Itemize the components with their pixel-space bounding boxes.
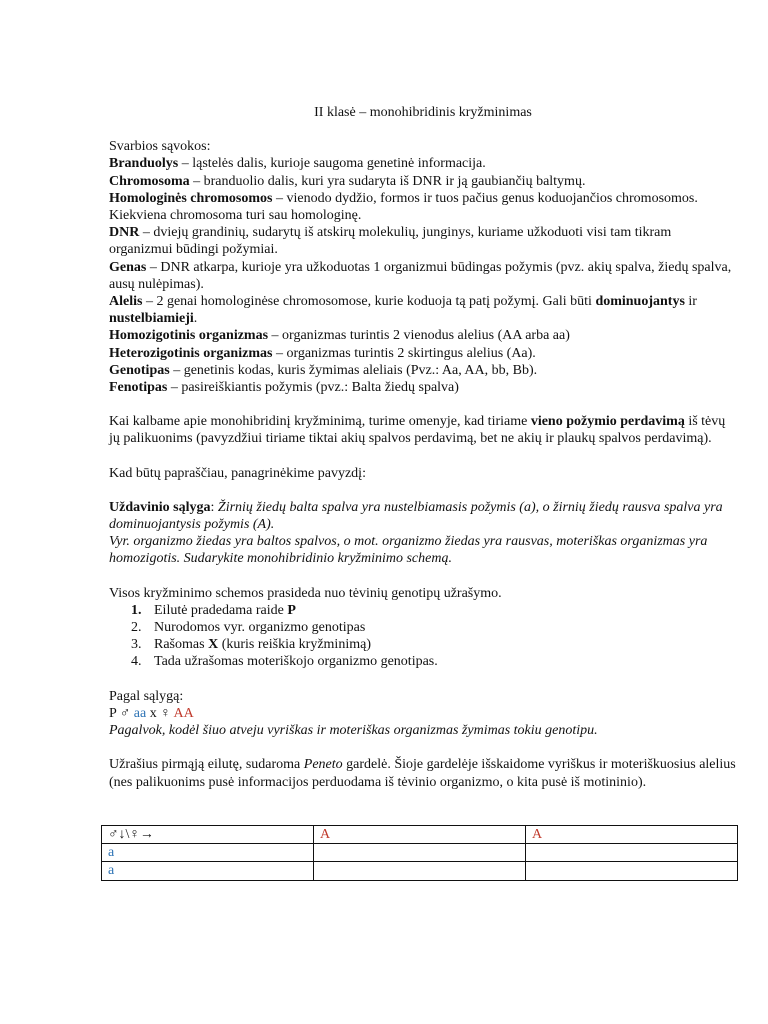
offspring-cell[interactable] xyxy=(526,844,738,862)
term: Chromosoma xyxy=(109,173,190,189)
term: Alelis xyxy=(109,294,143,310)
problem-statement: Uždavinio sąlyga: Žirnių žiedų balta spalva yra nustelbiamasis požymis (a), o žirnių žiedų rausva spalva yra dominuojantysis požymis (A). xyxy=(109,499,723,533)
document-body xyxy=(109,104,737,791)
term: Fenotipas xyxy=(109,380,168,396)
definition-alelis: Alelis – 2 genai homologinėse chromosomose, kurie koduoja tą patį požymį. Gali būti dominuojantys ir nustelbiamieji. xyxy=(109,294,697,327)
term: Homozigotinis organizmas xyxy=(109,328,269,344)
punnett-square xyxy=(101,825,738,881)
definition-heterozigotinis: Heterozigotinis organizmas – organizmas turintis 2 skirtingus alelius (Aa). xyxy=(109,345,536,361)
page-title: II klasė – monohibridinis kryžminimas xyxy=(314,105,532,120)
offspring-cell[interactable] xyxy=(314,844,526,862)
question: Pagalvok, kodėl šiuo atveju vyriškas ir moteriškas organizmas žymimas tokiu genotipu. xyxy=(109,723,598,739)
steps-list xyxy=(109,602,737,671)
concepts-header: Svarbios sąvokos: xyxy=(109,139,211,155)
definition-genas: Genas – DNR atkarpa, kurioje yra užkoduotas 1 organizmui būdingas požymis (pvz. akių spalva, žiedų spalva, ausų nulėpimas). xyxy=(109,259,732,292)
punnett-intro: Užrašius pirmąją eilutę, sudaroma Peneto gardelė. Šioje gardelėje išskaidome vyriškus ir moteriškuosius alelius (nes palikuonims pusė informacijos perduodama iš tėvinio organizmo, o kita pusė iš motininio). xyxy=(109,757,736,790)
term: Genotipas xyxy=(109,362,170,378)
female-allele-cell: A xyxy=(526,826,738,844)
definition-homozigotinis: Homozigotinis organizmas – organizmas turintis 2 vienodus alelius (AA arba aa) xyxy=(109,328,570,344)
punnett-corner: ♂↓\♀→ xyxy=(102,826,314,844)
definition-fenotipas: Fenotipas – pasireiškiantis požymis (pvz.: Balta žiedų spalva) xyxy=(109,380,459,396)
male-genotype: aa xyxy=(133,705,147,721)
list-item: 1. Eilutė pradedama raide P xyxy=(131,602,296,618)
scheme-intro: Visos kryžminimo schemos prasideda nuo tėvinių genotipų užrašymo. xyxy=(109,585,502,601)
list-item: 3. Rašomas X (kuris reiškia kryžminimą) xyxy=(131,637,371,653)
male-allele-cell: a xyxy=(102,862,314,880)
term: Heterozigotinis organizmas xyxy=(109,345,273,361)
female-symbol: ♀ xyxy=(160,705,171,721)
term: Branduolys xyxy=(109,156,179,172)
intro-paragraph: Kai kalbame apie monohibridinį kryžminimą, turime omenyje, kad tiriame vieno požymio perdavimą iš tėvų jų palikuonims (pavyzdžiui tiriame tiktai akių spalvos perdavimą, bet ne akių ir plaukų spalvos perdavimą). xyxy=(109,414,726,447)
female-allele-cell: A xyxy=(314,826,526,844)
offspring-cell[interactable] xyxy=(314,862,526,880)
cross-line: P ♂ aa x ♀ AA xyxy=(109,705,194,721)
table-row xyxy=(102,844,738,862)
term: Homologinės chromosomos xyxy=(109,190,273,206)
list-item: 2. Nurodomos vyr. organizmo genotipas xyxy=(131,620,366,636)
list-item: 4. Tada užrašomas moteriškojo organizmo genotipas. xyxy=(131,654,438,670)
female-genotype: AA xyxy=(173,705,194,721)
table-row xyxy=(102,826,738,844)
definition-genotipas: Genotipas – genetinis kodas, kuris žymimas aleliais (Pvz.: Aa, AA, bb, Bb). xyxy=(109,362,538,378)
definition-homologines: Homologinės chromosomos – vienodo dydžio, formos ir tuos pačius genus koduojančios chromosomos. Kiekviena chromosoma turi sau homologinę. xyxy=(109,190,698,224)
offspring-cell[interactable] xyxy=(526,862,738,880)
example-intro: Kad būtų papraščiau, panagrinėkime pavyzdį: xyxy=(109,465,366,481)
male-allele-cell: a xyxy=(102,844,314,862)
problem-label: Uždavinio sąlyga xyxy=(109,499,211,515)
male-symbol: ♂ xyxy=(119,705,131,721)
definition-chromosoma: Chromosoma – branduolio dalis, kuri yra sudaryta iš DNR ir ją gaubiančių baltymų. xyxy=(109,173,586,189)
term: Genas xyxy=(109,259,147,275)
condition-label: Pagal sąlygą: xyxy=(109,688,184,704)
problem-statement-2: Vyr. organizmo žiedas yra baltos spalvos, o mot. organizmo žiedas yra rausvas, moteriškas organizmas yra homozigotis. Sudarykite monohibridinio kryžminimo schemą. xyxy=(109,534,708,567)
definition-dnr: DNR – dviejų grandinių, sudarytų iš atskirų molekulių, junginys, kuriame užkoduoti visi tam tikram organizmui būdingi požymiai. xyxy=(109,225,672,258)
table-row xyxy=(102,862,738,880)
definition-branduolys: Branduolys – ląstelės dalis, kurioje saugoma genetinė informacija. xyxy=(109,156,486,172)
term: DNR xyxy=(109,225,140,241)
